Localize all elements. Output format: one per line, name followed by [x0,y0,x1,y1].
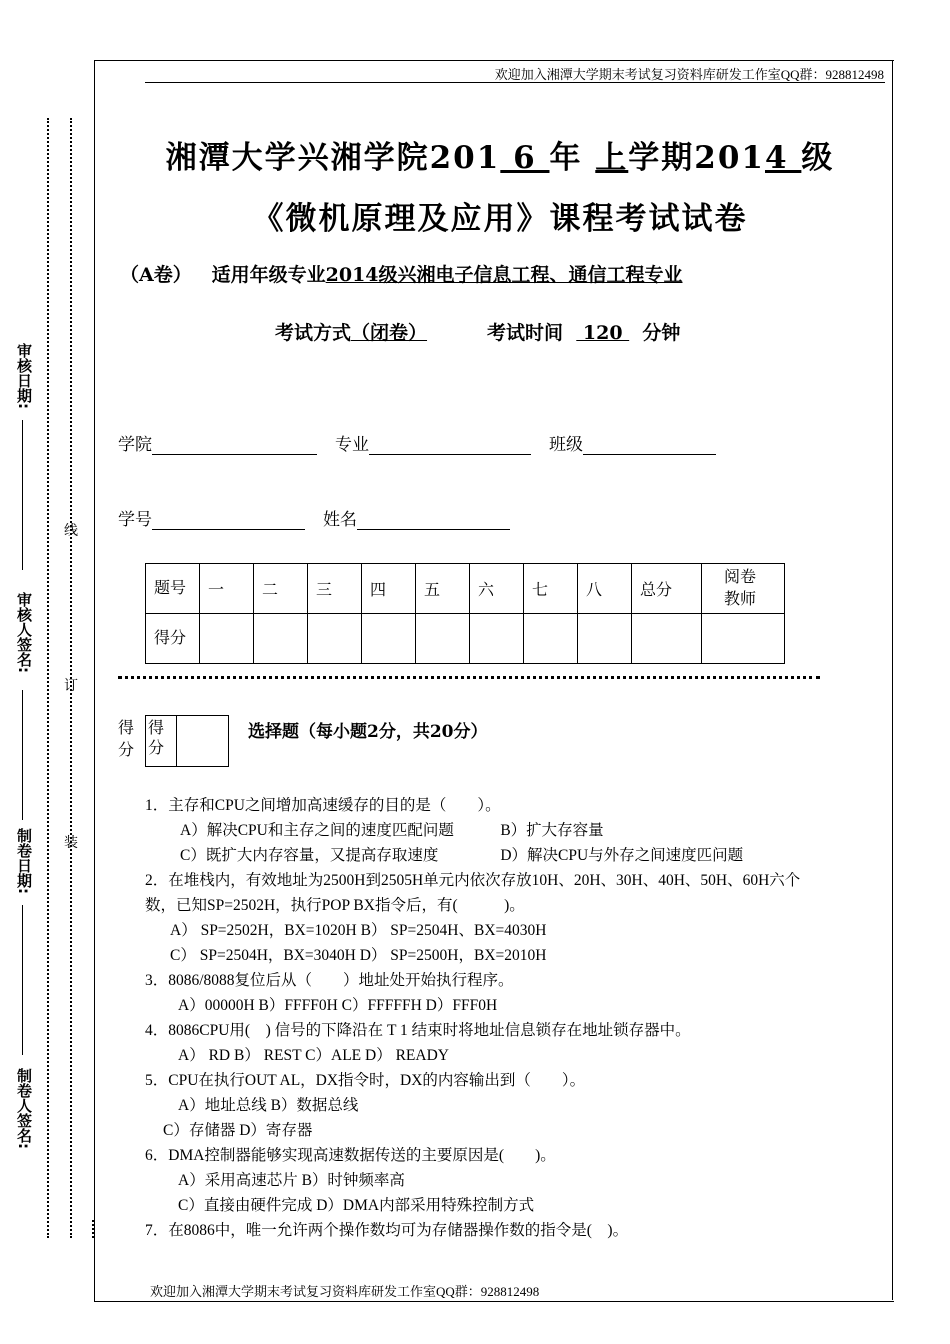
score-cell-2[interactable] [254,614,308,664]
exam-mode-value: （闭卷） [351,322,428,344]
col-4: 四 [362,564,416,614]
maker-sign-label: 制卷人签名: [15,1068,33,1149]
score-table-score-row [146,614,785,664]
grade-digit: 4 [765,140,802,176]
col-7: 七 [524,564,578,614]
q5-options-cd: C）存储器 D）寄存器 [163,1122,313,1139]
reviewer-header: 阅卷教师 [702,564,785,614]
question-1: 1．主存和CPU之间增加高速缓存的目的是（ ）。 [145,797,501,814]
section-score-label-overlap: 得分 [118,718,135,759]
review-date-line [22,420,23,570]
binding-dotted-mark [92,1220,94,1238]
question-no-header: 题号 [146,564,200,614]
year-digit: 6 [500,140,550,176]
q3-options: A）00000H B）FFFF0H C）FFFFFH D）FFF0H [178,997,498,1014]
col-6: 六 [470,564,524,614]
q2-options-ab: A） SP=2502H，BX=1020H B） SP=2504H、BX=4030H [170,922,547,939]
class-blank[interactable] [583,437,716,455]
col-3: 三 [308,564,362,614]
student-id-blank[interactable] [152,512,305,530]
exam-title-line1: 湘潭大学兴湘学院201 6 年 上学期2014 级 [165,140,835,176]
score-table-header-row [146,564,785,614]
exam-mode-line: 考试方式（闭卷） 考试时间 120 分钟 [275,322,681,344]
name-label: 姓名 [323,510,357,530]
exam-time-value: 120 [576,322,630,344]
q6-options-cd: C）直接由硬件完成 D）DMA内部采用特殊控制方式 [178,1197,535,1214]
page-frame-right-edge [892,60,893,1300]
section-score-label: 得分 [148,718,165,757]
score-cell-3[interactable] [308,614,362,664]
score-cell-8[interactable] [578,614,632,664]
major-blank[interactable] [369,437,531,455]
student-info-row2 [118,505,528,530]
review-date-label: 审核日期: [15,343,33,409]
exam-title-line2: 《微机原理及应用》课程考试试卷 [252,201,748,237]
col-total: 总分 [632,564,702,614]
score-cell-5[interactable] [416,614,470,664]
q4-options: A） RD B） REST C）ALE D） READY [178,1047,449,1064]
cut-line-char: 线 [64,523,78,539]
college-label: 学院 [118,435,152,455]
order-char: 订 [64,678,78,694]
score-cell-reviewer[interactable] [702,614,785,664]
col-1: 一 [200,564,254,614]
question-4: 4．8086CPU用( ) 信号的下降沿在 T 1 结束时将地址信息锁存在地址锁存器中。 [145,1022,691,1039]
score-cell-total[interactable] [632,614,702,664]
question-2: 2．在堆栈内，有效地址为2500H到2505H单元内依次存放10H、20H、30H、40H、50H、60H六个 [145,872,801,889]
section-title: 选择题（每小题2分，共20分） [248,722,488,742]
score-cell-7[interactable] [524,614,578,664]
page-frame [94,60,894,1302]
header-rule [145,82,885,83]
col-2: 二 [254,564,308,614]
header-text: 欢迎加入湘潭大学期末考试复习资料库研发工作室QQ群：928812498 [494,67,884,82]
question-3: 3．8086/8088复位后从（ ）地址处开始执行程序。 [145,972,514,989]
maker-date-line [22,905,23,1055]
college-blank[interactable] [152,437,317,455]
score-table [145,563,785,664]
footer-text: 欢迎加入湘潭大学期末考试复习资料库研发工作室QQ群：928812498 [150,1284,540,1299]
q1-options-cd: C）既扩大内存容量，又提高存取速度 D）解决CPU与外存之间速度匹问题 [180,847,744,864]
q2-options-cd: C） SP=2504H，BX=3040H D） SP=2500H，BX=2010H [170,947,547,964]
student-info-row1 [118,430,734,455]
q1-options-ab: A）解决CPU和主存之间的速度匹配问题 B）扩大存容量 [180,822,604,839]
score-cell-1[interactable] [200,614,254,664]
bind-char: 装 [64,835,78,851]
paper-subtitle: （A卷） 适用年级专业2014级兴湘电子信息工程、通信工程专业 [120,264,683,286]
reviewer-sign-line [22,690,23,820]
score-cell-6[interactable] [470,614,524,664]
q6-options-ab: A）采用高速芯片 B）时钟频率高 [178,1172,405,1189]
semester-value: 上 [595,140,629,176]
paper-type: （A卷） [120,264,192,286]
student-id-label: 学号 [118,510,152,530]
reviewer-sign-label: 审核人签名: [15,592,33,673]
question-2-cont: 数，已知SP=2502H，执行POP BX指令后，有( )。 [145,897,525,914]
section-separator [118,676,820,679]
col-5: 五 [416,564,470,614]
q5-options-ab: A）地址总线 B）数据总线 [178,1097,359,1114]
score-cell-4[interactable] [362,614,416,664]
maker-date-label: 制卷日期: [15,828,33,894]
major-label: 专业 [335,435,369,455]
score-header: 得分 [146,614,200,664]
col-8: 八 [578,564,632,614]
question-7: 7．在8086中，唯一允许两个操作数均可为存储器操作数的指令是( )。 [145,1222,629,1239]
binding-dotted-line-outer [47,118,49,1238]
name-blank[interactable] [357,512,510,530]
applicable-major: 2014级兴湘电子信息工程、通信工程专业 [325,264,683,286]
question-6: 6．DMA控制器能够实现高速数据传送的主要原因是( )。 [145,1147,556,1164]
class-label: 班级 [549,435,583,455]
section-score-box [145,715,229,767]
question-5: 5．CPU在执行OUT AL，DX指令时，DX的内容输出到（ ）。 [145,1072,586,1089]
